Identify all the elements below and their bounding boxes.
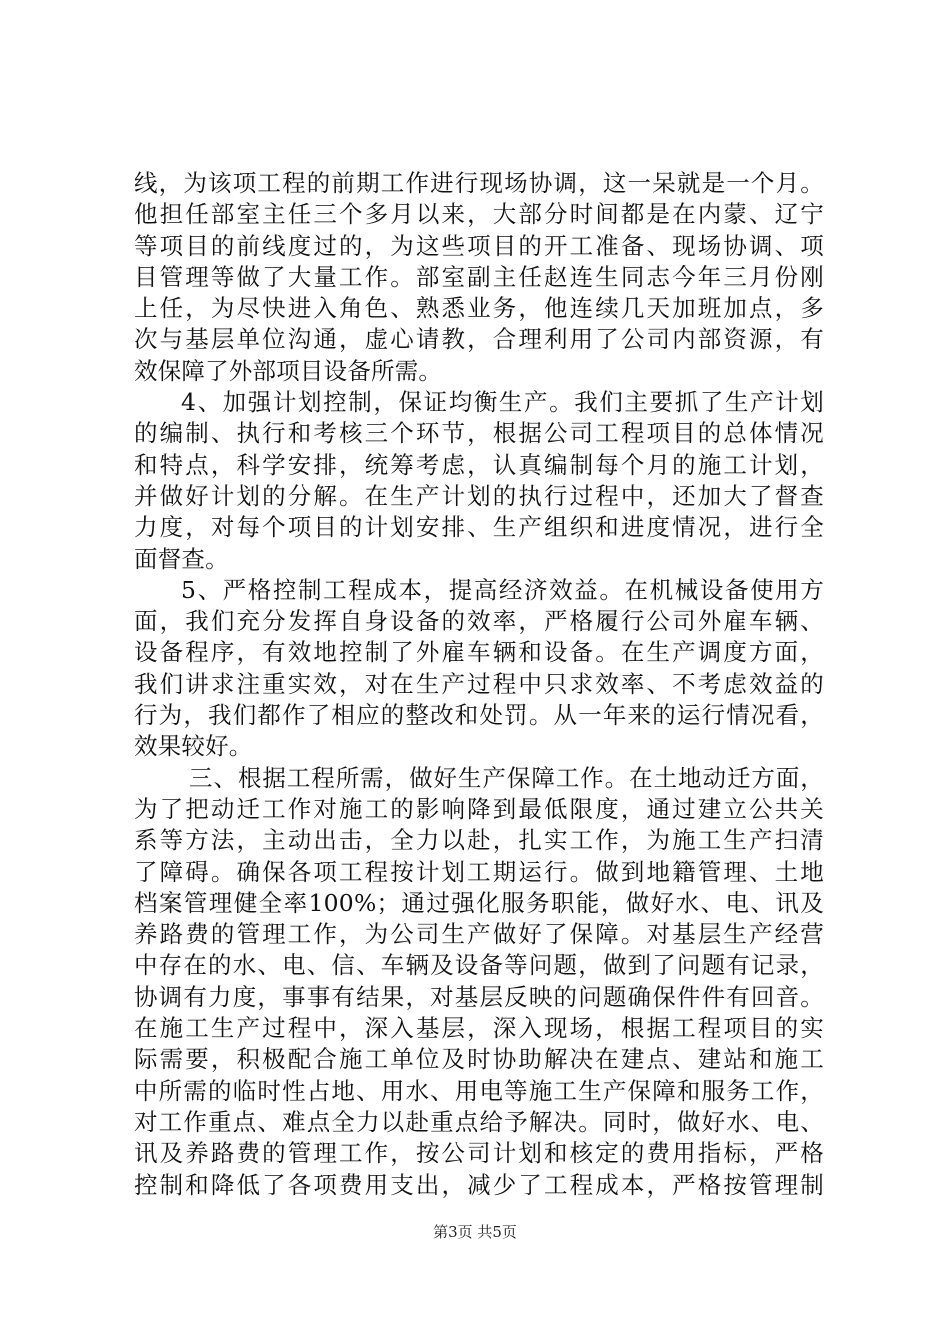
text-line: 在施工生产过程中，深入基层，深入现场，根据工程项目的实 bbox=[134, 1014, 824, 1043]
text-line: 中所需的临时性占地、用水、用电等施工生产保障和服务工作， bbox=[134, 1076, 824, 1105]
text-line: 际需要，积极配合施工单位及时协助解决在建点、建站和施工 bbox=[134, 1045, 824, 1074]
text-line: 的编制、执行和考核三个环节，根据公司工程项目的总体情况 bbox=[134, 419, 824, 448]
paragraph-5-first-line: 5、严格控制工程成本，提高经济效益。在机械设备使用方 bbox=[181, 575, 824, 604]
text-line: 讯及养路费的管理工作，按公司计划和核定的费用指标，严格 bbox=[134, 1139, 824, 1168]
text-line: 档案管理健全率100%；通过强化服务职能，做好水、电、讯及 bbox=[134, 888, 824, 917]
text-line: 我们讲求注重实效，对在生产过程中只求效率、不考虑效益的 bbox=[134, 669, 824, 698]
text-line: 协调有力度，事事有结果，对基层反映的问题确保件件有回音。 bbox=[134, 982, 824, 1011]
text-line: 面，我们充分发挥自身设备的效率，严格履行公司外雇车辆、 bbox=[134, 607, 824, 636]
text-line: 力度，对每个项目的计划安排、生产组织和进度情况，进行全 bbox=[134, 513, 824, 542]
page-number-footer: 第3页 共5页 bbox=[433, 1223, 517, 1241]
text-line: 中存在的水、电、信、车辆及设备等问题，做到了问题有记录， bbox=[134, 951, 824, 980]
text-line: 控制和降低了各项费用支出，减少了工程成本，严格按管理制 bbox=[134, 1170, 824, 1199]
text-line: 了障碍。确保各项工程按计划工期运行。做到地籍管理、土地 bbox=[134, 857, 824, 886]
text-line: 和特点，科学安排，统筹考虑，认真编制每个月的施工计划， bbox=[134, 450, 824, 479]
text-line: 对工作重点、难点全力以赴重点给予解决。同时，做好水、电、 bbox=[134, 1107, 824, 1136]
text-line: 次与基层单位沟通，虚心请教，合理利用了公司内部资源，有 bbox=[134, 325, 824, 354]
text-line: 效果较好。 bbox=[134, 732, 253, 761]
text-line: 线，为该项工程的前期工作进行现场协调，这一呆就是一个月。 bbox=[134, 169, 824, 197]
text-line: 面督查。 bbox=[134, 544, 229, 573]
paragraph-4-first-line: 4、加强计划控制，保证均衡生产。我们主要抓了生产计划 bbox=[181, 388, 824, 417]
text-line: 等项目的前线度过的，为这些项目的开工准备、现场协调、项 bbox=[134, 231, 824, 260]
text-line: 养路费的管理工作，为公司生产做好了保障。对基层生产经营 bbox=[134, 920, 824, 949]
text-line: 设备程序，有效地控制了外雇车辆和设备。在生产调度方面， bbox=[134, 638, 824, 667]
text-line: 上任，为尽快进入角色、熟悉业务，他连续几天加班加点，多 bbox=[134, 294, 824, 323]
text-line: 行为，我们都作了相应的整改和处罚。从一年来的运行情况看， bbox=[134, 701, 824, 730]
document-body bbox=[134, 168, 824, 1201]
text-line: 效保障了外部项目设备所需。 bbox=[134, 356, 443, 385]
text-line: 目管理等做了大量工作。部室副主任赵连生同志今年三月份刚 bbox=[134, 262, 824, 291]
text-line: 他担任部室主任三个多月以来，大部分时间都是在内蒙、辽宁 bbox=[134, 200, 824, 229]
section-three-first-line: 三、根据工程所需，做好生产保障工作。在土地动迁方面， bbox=[189, 763, 824, 792]
text-line: 为了把动迁工作对施工的影响降到最低限度，通过建立公共关 bbox=[134, 794, 824, 823]
text-line: 系等方法，主动出击，全力以赴，扎实工作，为施工生产扫清 bbox=[134, 826, 824, 855]
text-line: 并做好计划的分解。在生产计划的执行过程中，还加大了督查 bbox=[134, 481, 824, 510]
